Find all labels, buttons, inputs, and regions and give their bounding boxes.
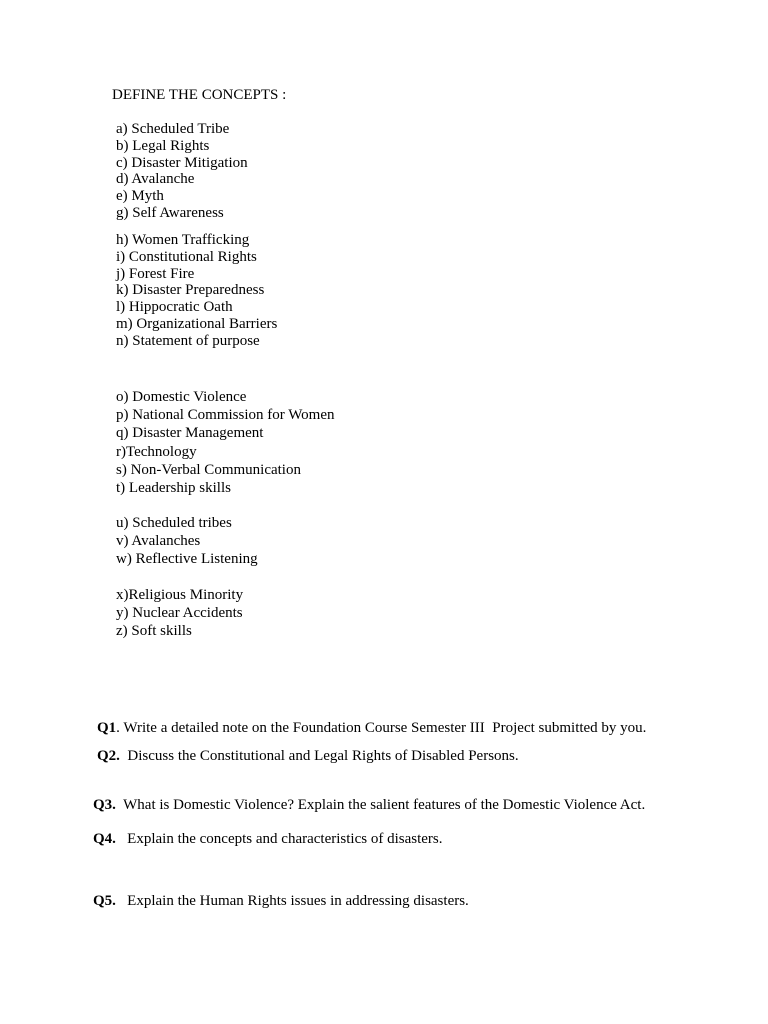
- concept-item: o) Domestic Violence: [116, 389, 247, 405]
- question-text: What is Domestic Violence? Explain the salient features of the Domestic Violence Act.: [115, 797, 646, 813]
- concept-item: u) Scheduled tribes: [116, 515, 232, 531]
- concept-item: l) Hippocratic Oath: [116, 299, 233, 316]
- question-number: Q1: [97, 720, 117, 736]
- concept-item: k) Disaster Preparedness: [116, 282, 265, 299]
- section-heading: DEFINE THE CONCEPTS :: [112, 87, 287, 103]
- question-1: [97, 720, 646, 737]
- concept-item: r)Technology: [116, 443, 197, 460]
- question-4: [93, 831, 442, 848]
- question-text: Explain the concepts and characteristics of disasters.: [115, 831, 443, 847]
- concept-item: d) Avalanche: [116, 171, 195, 188]
- question-text: Discuss the Constitutional and Legal Rights of Disabled Persons.: [119, 748, 519, 764]
- concept-item: w) Reflective Listening: [116, 551, 258, 568]
- concept-item: b) Legal Rights: [116, 137, 210, 154]
- question-number: Q4.: [93, 831, 116, 847]
- concept-group-2: [116, 232, 277, 350]
- concept-item: p) National Commission for Women: [116, 407, 335, 424]
- concept-group-4: [116, 514, 258, 569]
- question-separator: .: [116, 720, 120, 736]
- question-3: [93, 797, 645, 814]
- concept-item: a) Scheduled Tribe: [116, 121, 230, 137]
- question-number: Q3.: [93, 797, 116, 813]
- question-number: Q5.: [93, 893, 116, 909]
- concept-item: e) Myth: [116, 188, 164, 205]
- concept-item: q) Disaster Management: [116, 425, 264, 442]
- concept-group-5: [116, 586, 243, 641]
- concept-item: c) Disaster Mitigation: [116, 154, 248, 171]
- question-5: [93, 893, 469, 910]
- concept-item: g) Self Awareness: [116, 204, 224, 221]
- concept-item: j) Forest Fire: [116, 265, 195, 282]
- question-number: Q2.: [97, 748, 120, 764]
- concept-item: m) Organizational Barriers: [116, 315, 278, 332]
- concept-item: t) Leadership skills: [116, 480, 231, 497]
- question-2: [97, 748, 519, 765]
- concept-group-1: [116, 121, 248, 222]
- concept-item: y) Nuclear Accidents: [116, 605, 243, 622]
- question-text: Write a detailed note on the Foundation Course Semester III Project submitted by you.: [119, 720, 647, 736]
- concept-item: x)Religious Minority: [116, 587, 244, 603]
- concept-group-3: [116, 388, 335, 497]
- concept-item: n) Statement of purpose: [116, 332, 260, 349]
- concept-item: s) Non-Verbal Communication: [116, 461, 301, 478]
- concept-item: v) Avalanches: [116, 533, 201, 550]
- question-text: Explain the Human Rights issues in addressing disasters.: [115, 893, 469, 909]
- concept-item: z) Soft skills: [116, 623, 192, 640]
- concept-item: h) Women Trafficking: [116, 232, 250, 248]
- concept-item: i) Constitutional Rights: [116, 248, 257, 265]
